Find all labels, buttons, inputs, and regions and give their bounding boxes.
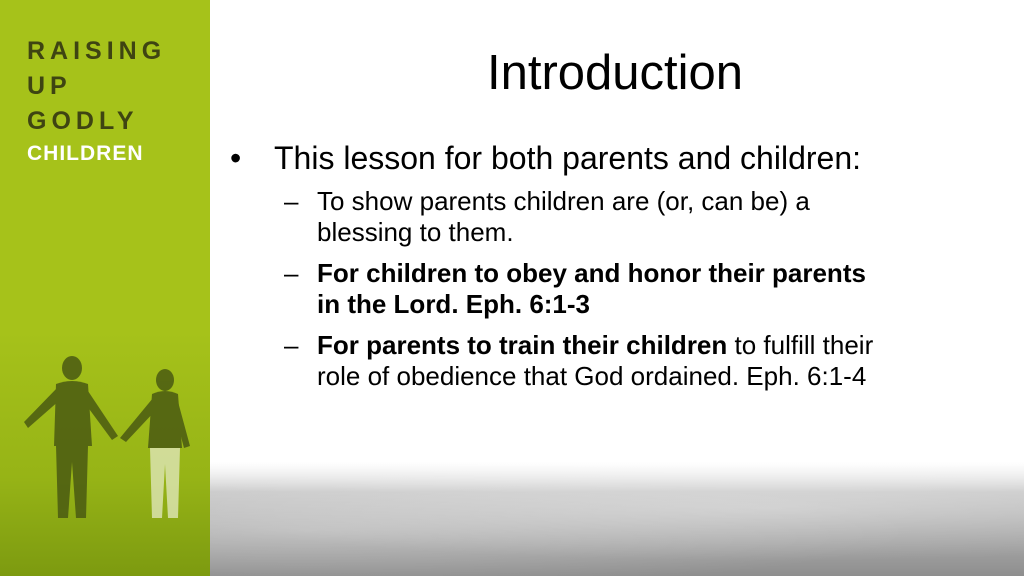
brand-line-raising: RAISING [27, 37, 167, 65]
dash-icon: – [284, 330, 299, 360]
sub-bullet [228, 186, 892, 248]
sub-bullet [228, 330, 892, 392]
sub-bullet-text: to fulfill their role of obedience that God ordained. Eph. 6:1-4 [317, 330, 874, 391]
brand-line-up: UP [27, 72, 72, 100]
brand-logo [27, 34, 166, 169]
sub-bullet-bold-text: For children to obey and honor their parents in the Lord. Eph. 6:1-3 [317, 258, 866, 319]
dash-icon: – [284, 258, 299, 288]
couple-photo [0, 350, 210, 550]
bullet-dot-icon: • [230, 140, 242, 176]
brand-line-children: CHILDREN [27, 142, 144, 165]
slide-content [228, 138, 1018, 402]
sub-bullet-bold-text: For parents to train their children [317, 330, 728, 360]
sub-bullet-text: To show parents children are (or, can be) a blessing to them. [317, 186, 810, 247]
main-bullet-text: This lesson for both parents and children: [274, 140, 861, 176]
sub-bullet-list [228, 186, 1018, 392]
slide-title: Introduction [486, 46, 744, 100]
sidebar-panel [0, 0, 210, 576]
main-bullet [228, 138, 1018, 178]
dash-icon: – [284, 186, 299, 216]
sub-bullet [228, 258, 892, 320]
brand-line-godly: GODLY [27, 107, 139, 135]
